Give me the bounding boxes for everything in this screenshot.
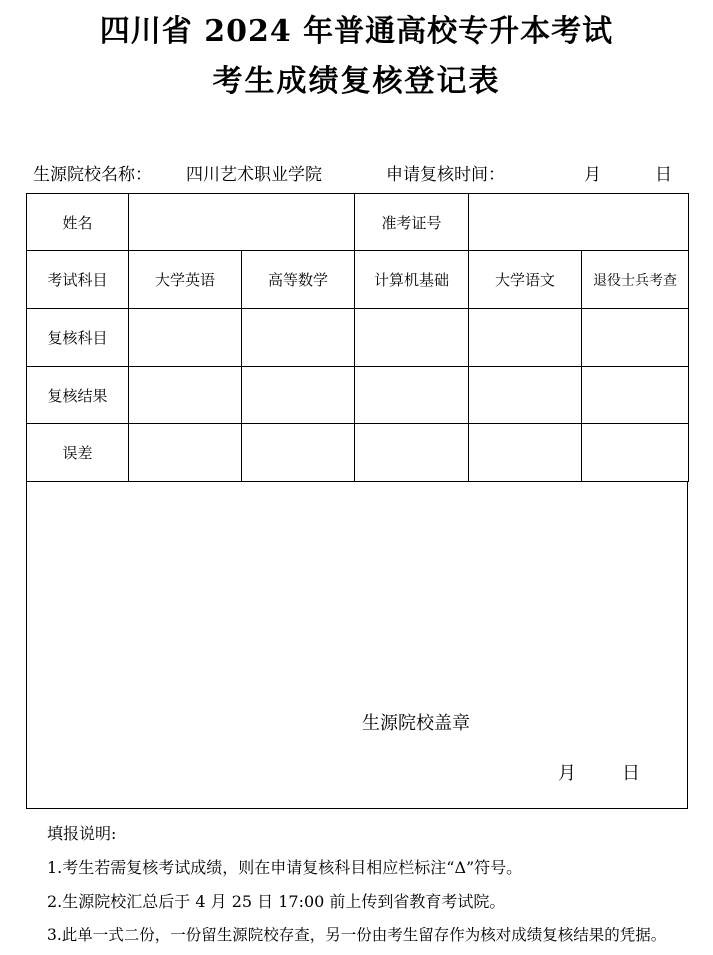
review-result-label: 复核结果 <box>27 367 129 424</box>
seal-area[interactable] <box>26 481 688 809</box>
error-cell[interactable] <box>242 424 355 482</box>
review-result-cell[interactable] <box>469 367 582 424</box>
apply-day-label: 日 <box>655 165 672 185</box>
subject-veteran: 退役士兵考查 <box>582 251 689 309</box>
school-name-value: 四川艺术职业学院 <box>186 165 322 185</box>
exam-subject-label: 考试科目 <box>27 251 129 309</box>
seal-label: 生源院校盖章 <box>362 713 470 734</box>
form-title-line1: 四川省 2024 年普通高校专升本考试 <box>99 14 614 49</box>
review-result-cell[interactable] <box>242 367 355 424</box>
subject-computer: 计算机基础 <box>355 251 469 309</box>
apply-time-label: 申请复核时间： <box>386 165 505 185</box>
name-row <box>27 194 689 251</box>
review-subject-cell[interactable] <box>355 309 469 367</box>
error-row <box>27 424 689 482</box>
form-title-line2: 考生成绩复核登记表 <box>212 64 501 99</box>
error-cell[interactable] <box>469 424 582 482</box>
subject-math: 高等数学 <box>242 251 355 309</box>
seal-month-label: 月 <box>558 763 576 784</box>
note-item: 3.此单一式二份，一份留生源院校存查，另一份由考生留存作为核对成绩复核结果的凭据。 <box>47 926 667 944</box>
note-item: 2.生源院校汇总后于 4 月 25 日 17:00 前上传到省教育考试院。 <box>47 892 506 911</box>
review-subject-cell[interactable] <box>242 309 355 367</box>
subject-chinese: 大学语文 <box>469 251 582 309</box>
review-result-row <box>27 367 689 424</box>
name-input-cell[interactable] <box>129 194 355 251</box>
school-name-label: 生源院校名称： <box>33 165 152 185</box>
name-label: 姓名 <box>27 194 129 251</box>
seal-day-label: 日 <box>622 763 640 784</box>
review-subject-cell[interactable] <box>129 309 242 367</box>
error-cell[interactable] <box>582 424 689 482</box>
review-subject-cell[interactable] <box>582 309 689 367</box>
review-subject-label: 复核科目 <box>27 309 129 367</box>
apply-month-label: 月 <box>584 165 601 185</box>
review-subject-cell[interactable] <box>469 309 582 367</box>
review-result-cell[interactable] <box>582 367 689 424</box>
review-result-cell[interactable] <box>355 367 469 424</box>
note-item: 1.考生若需复核考试成绩，则在申请复核科目相应栏标注“Δ”符号。 <box>47 858 523 877</box>
review-subject-row <box>27 309 689 367</box>
review-result-cell[interactable] <box>129 367 242 424</box>
error-cell[interactable] <box>355 424 469 482</box>
exam-number-label: 准考证号 <box>355 194 469 251</box>
subject-english: 大学英语 <box>129 251 242 309</box>
exam-subject-row <box>27 251 689 309</box>
exam-number-input-cell[interactable] <box>469 194 689 251</box>
error-label: 误差 <box>27 424 129 482</box>
error-cell[interactable] <box>129 424 242 482</box>
notes-title: 填报说明: <box>47 824 117 843</box>
score-review-table <box>26 193 689 482</box>
